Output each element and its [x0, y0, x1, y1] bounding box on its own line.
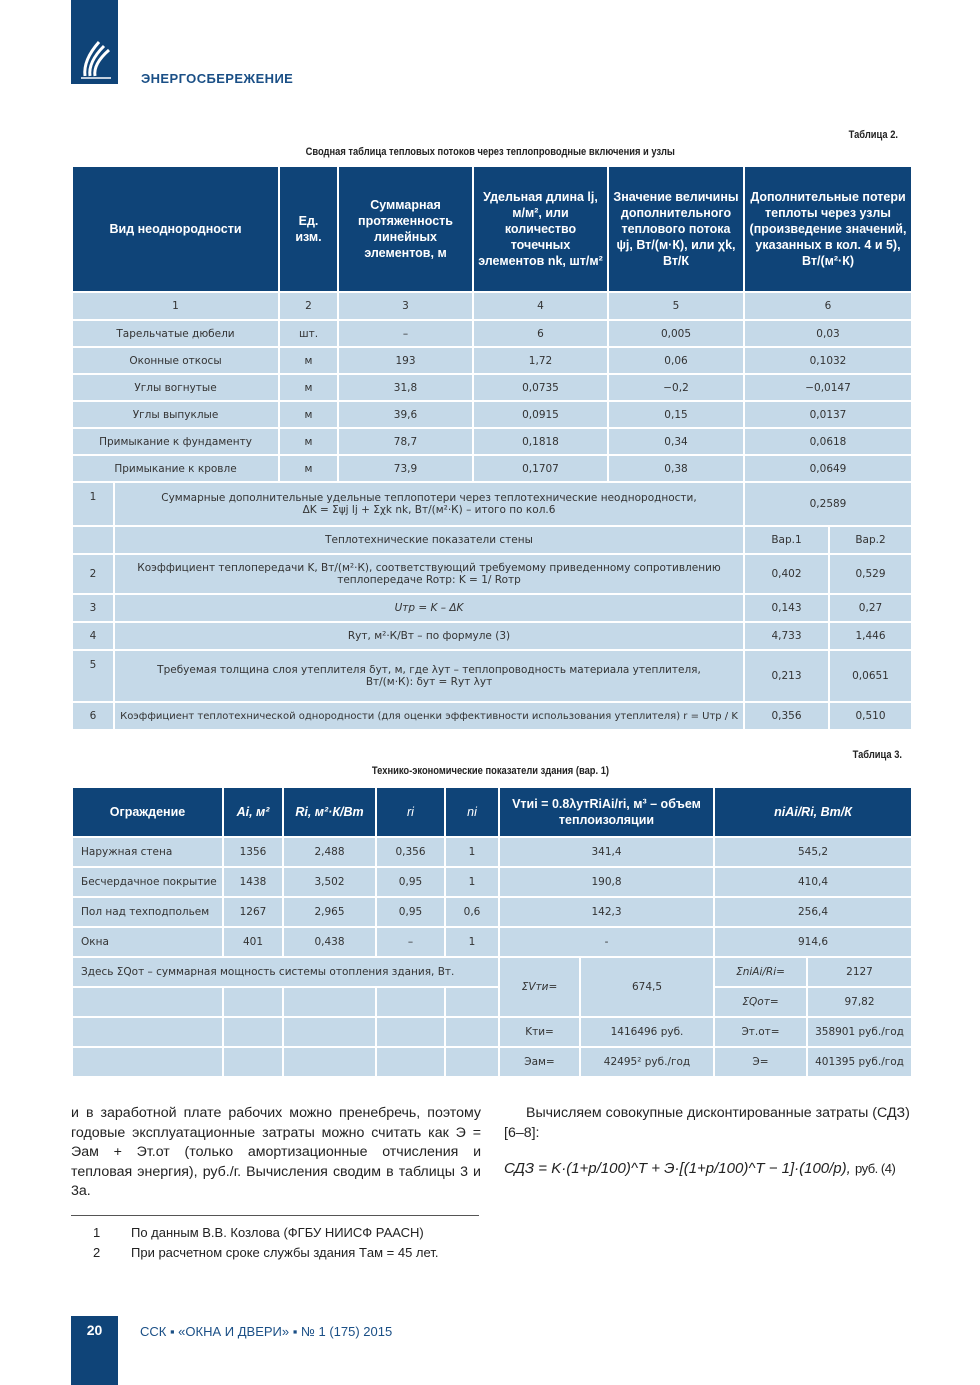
cell: –	[338, 320, 473, 347]
col-header: Значение величины дополнительного теплового потока ψj, Вт/(м·К), или χk, Вт/К	[608, 166, 744, 292]
row-number: 3	[72, 594, 114, 622]
journal-info: ССК ▪ «ОКНА И ДВЕРИ» ▪ № 1 (175) 2015	[140, 1324, 393, 1339]
col-header: Вид неоднородности	[72, 166, 279, 292]
cell: 1356	[223, 837, 283, 867]
cell: Пол над техподпольем	[72, 897, 223, 927]
cell: м	[279, 374, 338, 401]
table3-caption: Технико-экономические показатели здания (вар. 1)	[371, 765, 609, 777]
table-row	[72, 401, 912, 428]
wall-row	[72, 650, 912, 702]
var1-value: 0,402	[744, 554, 829, 594]
cell: 0,005	[608, 320, 744, 347]
wall-row	[72, 554, 912, 594]
sum-q-label: ΣQот=	[714, 987, 807, 1017]
e-value: 401395 руб./год	[807, 1047, 912, 1077]
footnote-divider	[71, 1215, 479, 1216]
cell: 0,34	[608, 428, 744, 455]
cell: –	[376, 927, 445, 957]
wall-row	[72, 594, 912, 622]
totals-row	[72, 1047, 912, 1077]
e-am-value: 42495² руб./год	[580, 1047, 714, 1077]
var1-header: Вар.1	[744, 526, 829, 554]
cell: 545,2	[714, 837, 912, 867]
wall-row-text: Коэффициент теплотехнической однородности (для оценки эффективности использования утеплителя) r = Uтр / K	[114, 702, 744, 730]
empty-cell	[223, 987, 283, 1017]
logo-block	[71, 0, 118, 84]
row-number: 2	[72, 554, 114, 594]
footnote-text: При расчетном сроке службы здания Tам = 45 лет.	[131, 1245, 439, 1260]
col-number-row	[72, 292, 912, 320]
cell: 2,965	[283, 897, 376, 927]
footnote-text: По данным В.В. Козлова (ФГБУ НИИСФ РААСН)	[131, 1225, 424, 1240]
formula-number: руб. (4)	[855, 1161, 896, 1176]
e-label: Э=	[714, 1047, 807, 1077]
e-tot-label: Эт.от=	[714, 1017, 807, 1047]
empty-cell	[72, 1047, 223, 1077]
cell: 0,6	[445, 897, 499, 927]
cell: 0,1818	[473, 428, 608, 455]
cell: 1	[445, 837, 499, 867]
cell: шт.	[279, 320, 338, 347]
sum-q-value: 97,82	[807, 987, 912, 1017]
var1-value: 0,356	[744, 702, 829, 730]
col-number: 3	[338, 292, 473, 320]
k-value: 1416496 руб.	[580, 1017, 714, 1047]
cell: 31,8	[338, 374, 473, 401]
empty-cell	[223, 1047, 283, 1077]
cell: 0,0649	[744, 455, 912, 482]
empty-cell	[376, 1047, 445, 1077]
wall-row-text: Коэффициент теплопередачи K, Вт/(м²·К), соответствующий требуемому приведенному сопротивлению теплопередаче Roтр: K = 1/ Roтр	[114, 554, 744, 594]
totals-row	[72, 1017, 912, 1047]
table2-caption: Сводная таблица тепловых потоков через теплопроводные включения и узлы	[305, 146, 675, 158]
col-number: 6	[744, 292, 912, 320]
note-cell: Здесь ΣQот – суммарная мощность системы отопления здания, Вт.	[72, 957, 499, 987]
empty-cell	[445, 1017, 499, 1047]
footnote-number: 1	[93, 1225, 101, 1240]
empty-cell	[72, 1017, 223, 1047]
page-number: 20	[86, 1322, 103, 1338]
totals-row	[72, 987, 912, 1017]
cell: м	[279, 401, 338, 428]
var1-value: 0,143	[744, 594, 829, 622]
cell: −0,2	[608, 374, 744, 401]
empty-cell	[445, 987, 499, 1017]
col-header: Ед. изм.	[279, 166, 338, 292]
page-number-block	[71, 1316, 118, 1385]
var2-value: 0,27	[829, 594, 912, 622]
formula-text: СДЗ = K·(1+p/100)^T + Э·[(1+p/100)^T − 1]·(100/p),	[504, 1160, 851, 1177]
var1-value: 4,733	[744, 622, 829, 650]
cell: 0,95	[376, 897, 445, 927]
section-title: ЭНЕРГОСБЕРЕЖЕНИЕ	[141, 71, 294, 86]
cell: −0,0147	[744, 374, 912, 401]
col-header: niAi/Ri, Вт/К	[714, 787, 912, 837]
table-row	[72, 455, 912, 482]
summary-value: 0,2589	[744, 482, 912, 526]
cell: м	[279, 455, 338, 482]
col-header: Ограждение	[72, 787, 223, 837]
sum-nar-label: ΣniAi/Ri=	[714, 957, 807, 987]
cell: Примыкание к фундаменту	[72, 428, 279, 455]
cell: 0,438	[283, 927, 376, 957]
table-row	[72, 837, 912, 867]
table-row	[72, 897, 912, 927]
cell: 2,488	[283, 837, 376, 867]
cell: Углы вогнутые	[72, 374, 279, 401]
cell: 1	[445, 867, 499, 897]
table-row	[72, 867, 912, 897]
right-paragraph: Вычисляем совокупные дисконтированные затраты (СДЗ) [6–8]:	[504, 1105, 910, 1141]
wall-header-title: Теплотехнические показатели стены	[114, 526, 744, 554]
summary-row	[72, 482, 912, 526]
cell: м	[279, 428, 338, 455]
cell: Примыкание к кровле	[72, 455, 279, 482]
row-number: 6	[72, 702, 114, 730]
var2-value: 0,0651	[829, 650, 912, 702]
var2-value: 0,510	[829, 702, 912, 730]
cell: 0,03	[744, 320, 912, 347]
cell: 39,6	[338, 401, 473, 428]
table2-header-row	[72, 166, 912, 292]
col-header: Удельная длина lj, м/м², или количество точечных элементов nk, шт/м²	[473, 166, 608, 292]
empty-cell	[223, 1017, 283, 1047]
summary-line: Суммарные дополнительные удельные теплопотери через теплотехнические неоднородности,	[161, 492, 697, 504]
table-row	[72, 428, 912, 455]
var2-value: 1,446	[829, 622, 912, 650]
empty-cell	[283, 1017, 376, 1047]
sdz-formula	[504, 1160, 895, 1177]
k-label: Kти=	[499, 1017, 580, 1047]
cell: 0,0618	[744, 428, 912, 455]
table-row	[72, 927, 912, 957]
wall-header-row	[72, 526, 912, 554]
cell: 0,0915	[473, 401, 608, 428]
cell: 914,6	[714, 927, 912, 957]
cell: 0,38	[608, 455, 744, 482]
cell: -	[499, 927, 714, 957]
cell: 190,8	[499, 867, 714, 897]
col-header: Ri, м²·К/Вт	[283, 787, 376, 837]
empty-cell	[445, 1047, 499, 1077]
col-number: 4	[473, 292, 608, 320]
col-header: Vтиi = 0.8λутRiAi/ri, м³ – объем теплоизоляции	[499, 787, 714, 837]
col-header: Ai, м²	[223, 787, 283, 837]
cell: 401	[223, 927, 283, 957]
table3	[71, 786, 913, 1078]
cell: 0,06	[608, 347, 744, 374]
row-number: 5	[72, 650, 114, 702]
cell: Наружная стена	[72, 837, 223, 867]
sum-v-label: ΣVти=	[499, 957, 580, 1017]
wall-row-text: Rут, м²·К/Вт – по формуле (3)	[114, 622, 744, 650]
col-header: ri	[376, 787, 445, 837]
empty-cell	[376, 1017, 445, 1047]
empty-cell	[72, 987, 223, 1017]
table2	[71, 165, 913, 731]
cell: Тарельчатые дюбели	[72, 320, 279, 347]
cell: 0,15	[608, 401, 744, 428]
cell: 256,4	[714, 897, 912, 927]
cell: Оконные откосы	[72, 347, 279, 374]
cell: 0,95	[376, 867, 445, 897]
sum-nar-value: 2127	[807, 957, 912, 987]
cell: 73,9	[338, 455, 473, 482]
table-row	[72, 347, 912, 374]
col-number: 2	[279, 292, 338, 320]
col-header: Дополнительные потери теплоты через узлы (произведение значений, указанных в кол. 4 и 5), Вт/(м²·К)	[744, 166, 912, 292]
row-number: 1	[72, 482, 114, 526]
footnote	[71, 1225, 424, 1240]
table2-label: Таблица 2.	[848, 129, 898, 141]
cell: Бесчердачное покрытие	[72, 867, 223, 897]
cell: 193	[338, 347, 473, 374]
table3-label: Таблица 3.	[852, 749, 902, 761]
cell: Окна	[72, 927, 223, 957]
left-paragraph: и в заработной плате рабочих можно пренебречь, поэтому годовые эксплуатационные затраты можно считать как Э = Эам + Эт.от (только амортизационные отчисления и тепловая энергия), руб./г. Вычисления сводим в таблицы 3 и 3а.	[71, 1105, 481, 1199]
cell: 1438	[223, 867, 283, 897]
empty-cell	[283, 1047, 376, 1077]
cell: 0,0735	[473, 374, 608, 401]
wall-row-text: Uтр = K – ΔK	[114, 594, 744, 622]
empty-cell	[72, 526, 114, 554]
col-header: ni	[445, 787, 499, 837]
totals-row	[72, 957, 912, 987]
summary-text	[114, 482, 744, 526]
cell: 3,502	[283, 867, 376, 897]
cell: 0,0137	[744, 401, 912, 428]
var1-value: 0,213	[744, 650, 829, 702]
wall-row-text: Требуемая толщина слоя утеплителя δут, м, где λут – теплопроводность материала утеплителя, Вт/(м·К): δут = Rут λут	[114, 650, 744, 702]
empty-cell	[283, 987, 376, 1017]
table-row	[72, 374, 912, 401]
table-row	[72, 320, 912, 347]
cell: Углы выпуклые	[72, 401, 279, 428]
cell: 142,3	[499, 897, 714, 927]
col-number: 5	[608, 292, 744, 320]
cell: 410,4	[714, 867, 912, 897]
cell: 6	[473, 320, 608, 347]
cell: 0,1032	[744, 347, 912, 374]
var2-value: 0,529	[829, 554, 912, 594]
sum-v-value: 674,5	[580, 957, 714, 1017]
cell: 1267	[223, 897, 283, 927]
cell: 341,4	[499, 837, 714, 867]
wall-row	[72, 622, 912, 650]
cell: 1	[445, 927, 499, 957]
col-header: Суммарная протяженность линейных элементов, м	[338, 166, 473, 292]
cell: м	[279, 347, 338, 374]
cell: 1,72	[473, 347, 608, 374]
cell: 0,1707	[473, 455, 608, 482]
col-number: 1	[72, 292, 279, 320]
e-am-label: Эам=	[499, 1047, 580, 1077]
footnote	[71, 1245, 438, 1260]
empty-cell	[376, 987, 445, 1017]
summary-formula: ΔK = Σψj lj + Σχk nk, Вт/(м²·К) – итого по кол.6	[302, 504, 556, 516]
e-tot-value: 358901 руб./год	[807, 1017, 912, 1047]
stripes-logo-icon	[77, 36, 113, 80]
wall-row	[72, 702, 912, 730]
var2-header: Вар.2	[829, 526, 912, 554]
cell: 78,7	[338, 428, 473, 455]
cell: 0,356	[376, 837, 445, 867]
table3-header-row	[72, 787, 912, 837]
footnote-number: 2	[93, 1245, 101, 1260]
row-number: 4	[72, 622, 114, 650]
right-column	[504, 1104, 914, 1143]
